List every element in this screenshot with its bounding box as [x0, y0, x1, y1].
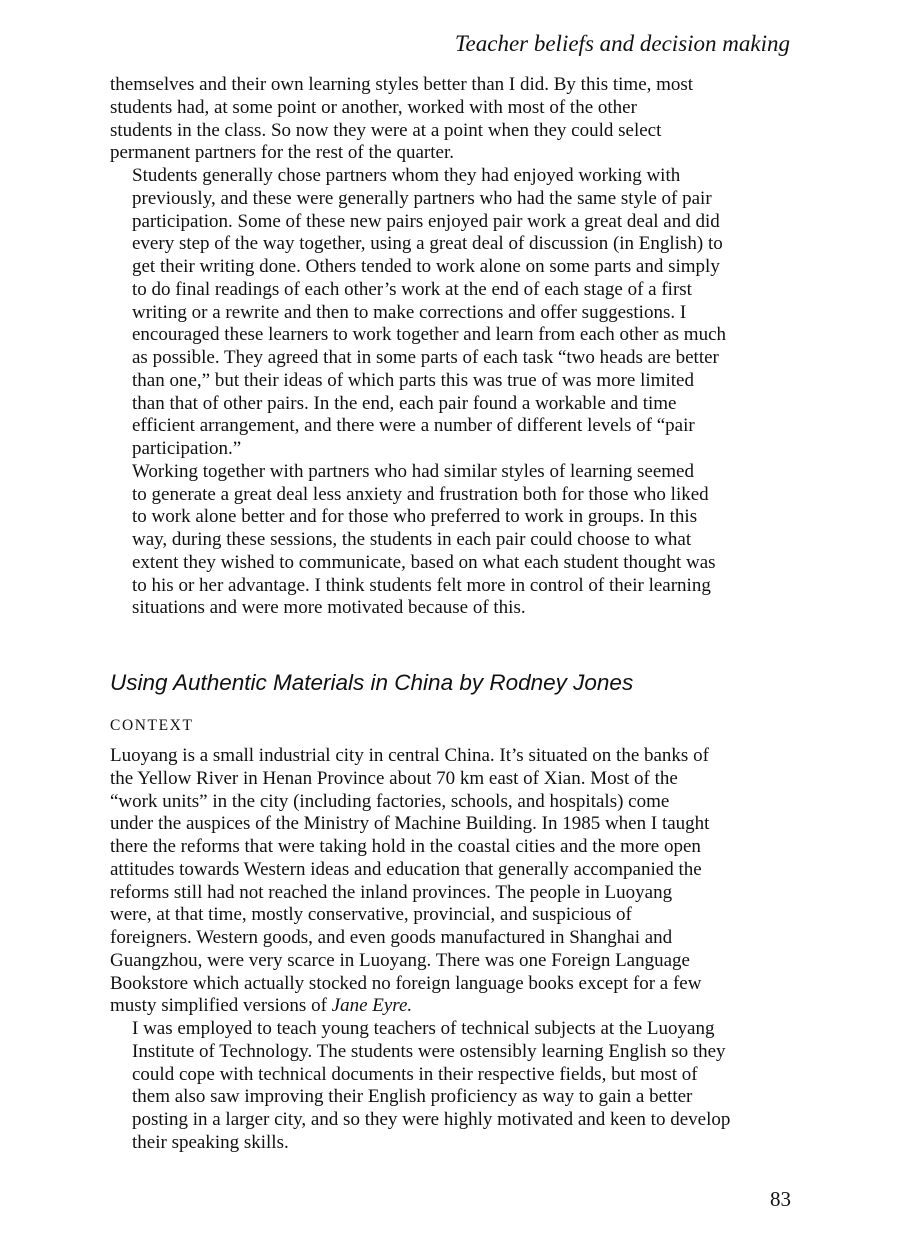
text-line: permanent partners for the rest of the quarter.	[110, 142, 454, 164]
text-line: every step of the way together, using a great deal of discussion (in English) to	[132, 233, 723, 255]
section-1-body	[110, 74, 800, 620]
paragraph	[110, 461, 800, 620]
text-line: Luoyang is a small industrial city in central China. It’s situated on the banks of	[110, 745, 709, 766]
text-line: Working together with partners who had similar styles of learning seemed	[132, 460, 694, 482]
section-subheading: CONTEXT	[110, 717, 194, 734]
text-line: previously, and these were generally partners who had the same style of pair	[132, 187, 712, 209]
paragraph	[110, 1018, 800, 1155]
text-line: foreigners. Western goods, and even goods manufactured in Shanghai and	[110, 927, 673, 948]
text-line: their speaking skills.	[132, 1131, 289, 1153]
text-line: as possible. They agreed that in some parts of each task “two heads are better	[132, 347, 719, 368]
text-line: them also saw improving their English proficiency as way to gain a better	[132, 1086, 693, 1108]
text-line: way, during these sessions, the students in each pair could choose to what	[132, 529, 692, 550]
text-line: to generate a great deal less anxiety and frustration both for those who liked	[132, 483, 709, 505]
text-line: to work alone better and for those who preferred to work in groups. In this	[132, 506, 698, 528]
text-line: the Yellow River in Henan Province about 70 km east of Xian. Most of the	[110, 767, 678, 789]
text-line: “work units” in the city (including factories, schools, and hospitals) come	[110, 790, 670, 812]
text-line: to do final readings of each other’s work at the end of each stage of a first	[132, 278, 692, 300]
text-line: extent they wished to communicate, based on what each student thought was	[132, 551, 716, 573]
section-2-body	[110, 745, 800, 1155]
text-line: themselves and their own learning styles better than I did. By this time, most	[110, 74, 694, 95]
text-line: attitudes towards Western ideas and education that generally accompanied the	[110, 858, 702, 880]
text-line: participation.”	[132, 438, 242, 459]
text-line: situations and were more motivated because of this.	[132, 597, 526, 619]
text-line: Institute of Technology. The students were ostensibly learning English so they	[132, 1040, 726, 1062]
page-number: 83	[770, 1187, 791, 1211]
text-line: students in the class. So now they were at a point when they could select	[110, 119, 662, 141]
paragraph	[110, 745, 800, 1018]
text-line: reforms still had not reached the inland provinces. The people in Luoyang	[110, 881, 673, 903]
text-line: writing or a rewrite and then to make corrections and offer suggestions. I	[132, 301, 687, 323]
text-line: participation. Some of these new pairs enjoyed pair work a great deal and did	[132, 210, 720, 232]
text-line: posting in a larger city, and so they were highly motivated and keen to develop	[132, 1109, 731, 1130]
section-heading: Using Authentic Materials in China by Rodney Jones	[110, 670, 634, 695]
text-line: Guangzhou, were very scarce in Luoyang. There was one Foreign Language	[110, 949, 690, 971]
text-line: than one,” but their ideas of which parts this was true of was more limited	[132, 369, 694, 391]
text-line	[110, 995, 800, 1018]
text-line: to his or her advantage. I think students felt more in control of their learning	[132, 574, 711, 596]
running-header: Teacher beliefs and decision making	[454, 31, 790, 56]
book-title: Jane Eyre.	[331, 995, 413, 1017]
paragraph	[110, 74, 800, 165]
text-line: were, at that time, mostly conservative, provincial, and suspicious of	[110, 904, 632, 926]
text-line: there the reforms that were taking hold in the coastal cities and the more open	[110, 836, 701, 857]
text-line: students had, at some point or another, worked with most of the other	[110, 96, 637, 118]
text-line: get their writing done. Others tended to work alone on some parts and simply	[132, 256, 720, 277]
text-line: efficient arrangement, and there were a number of different levels of “pair	[132, 415, 695, 437]
text-line-prefix: musty simplified versions of	[110, 995, 332, 1017]
text-line: Bookstore which actually stocked no foreign language books except for a few	[110, 972, 702, 994]
paragraph	[110, 165, 800, 461]
text-line: under the auspices of the Ministry of Machine Building. In 1985 when I taught	[110, 813, 710, 835]
text-line: I was employed to teach young teachers of technical subjects at the Luoyang	[132, 1018, 715, 1039]
text-line: than that of other pairs. In the end, each pair found a workable and time	[132, 392, 677, 414]
text-line: Students generally chose partners whom they had enjoyed working with	[132, 165, 681, 186]
text-line: encouraged these learners to work together and learn from each other as much	[132, 324, 727, 346]
text-line: could cope with technical documents in their respective fields, but most of	[132, 1063, 698, 1085]
